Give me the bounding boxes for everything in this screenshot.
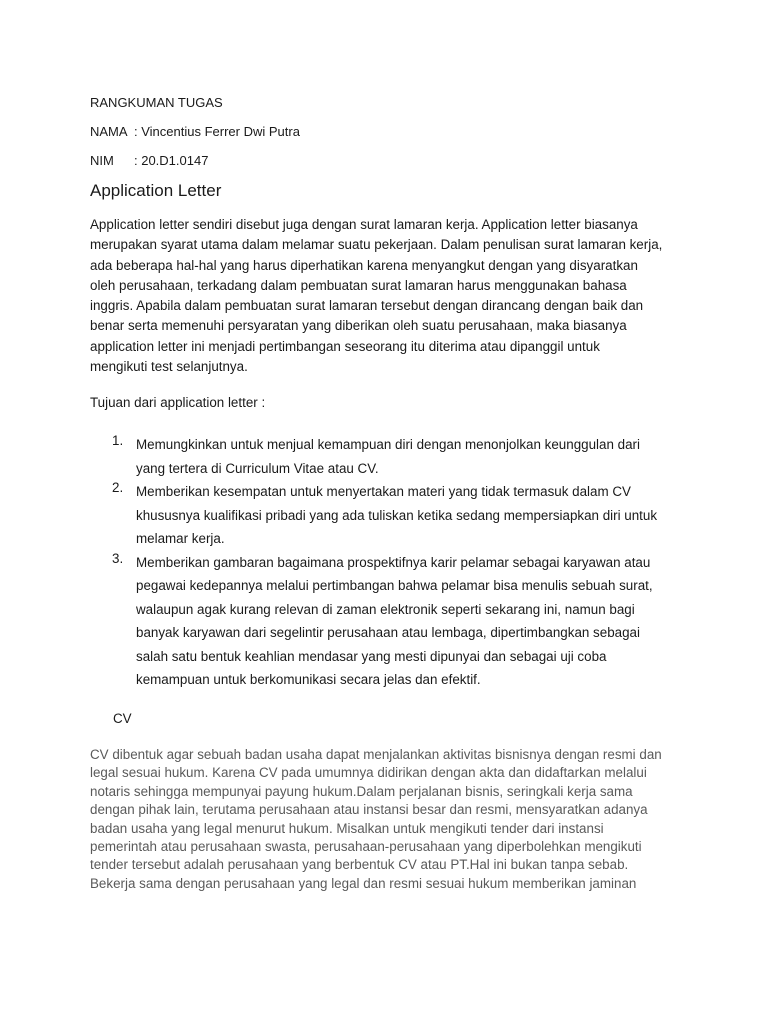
paragraph-line: merupakan syarat utama dalam melamar suatu pekerjaan. Dalam penulisan surat lamaran kerja, [90,237,663,253]
section-heading-application-letter: Application Letter [90,181,222,200]
list-item [90,480,690,551]
list-item-number: 3. [112,550,124,566]
nim-value: : 20.D1.0147 [134,153,209,168]
paragraph-line: Bekerja sama dengan perusahaan yang legal dan resmi sesuai hukum memberikan jaminan [90,875,637,891]
cv-paragraph [90,746,690,893]
tujuan-list [90,433,690,692]
list-item [90,433,690,480]
paragraph-line: mengikuti test selanjutnya. [90,359,248,375]
list-item-number: 1. [112,433,124,448]
paragraph-line: application letter ini menjadi pertimbangan seseorang itu diterima atau dipanggil untuk [90,338,600,354]
tujuan-intro [90,393,690,413]
section-heading-cv: CV [113,711,132,726]
paragraph-line: dengan pihak lain, terutama perusahaan atau instansi besar dan resmi, mensyaratkan adanya [90,802,648,818]
paragraph-line: tender tersebut adalah perusahaan yang berbentuk CV atau PT.Hal ini bukan tanpa sebab. [90,857,629,873]
list-item-line: walaupun agak kurang relevan di zaman elektronik seperti sekarang ini, namun bagi [136,601,635,617]
nim-row [90,153,208,169]
nim-label: NIM [90,153,114,168]
paragraph-line: ada beberapa hal-hal yang harus diperhatikan karena menyangkut dengan yang disyaratkan [90,257,638,273]
nama-label: NAMA [90,124,128,139]
list-item-line: kemampuan untuk berkomunikasi secara jelas dan efektif. [136,672,481,687]
list-item [90,551,690,692]
list-item-line: yang tertera di Curriculum Vitae atau CV. [136,460,379,476]
paragraph-line: notaris sehingga mempunyai payung hukum.Dalam perjalanan bisnis, seringkali kerja sama [90,783,633,799]
list-item-line: pegawai kedepannya melalui pertimbangan bahwa pelamar bisa menulis sebuah surat, [136,578,653,593]
list-item-line: salah satu bentuk keahlian mendasar yang mesti dipunyai dan sebagai uji coba [136,648,607,664]
list-item-line: khususnya kualifikasi pribadi yang ada tuliskan ketika sedang mempersiapkan diri untuk [136,507,658,523]
paragraph-line: legal sesuai hukum. Karena CV pada umumnya didirikan dengan akta dan didaftarkan melalui [90,765,647,781]
paragraph-line: Application letter sendiri disebut juga dengan surat lamaran kerja. Application letter biasanya [90,217,638,232]
list-item-line: Memberikan kesempatan untuk menyertakan materi yang tidak termasuk dalam CV [136,484,631,499]
list-item-line: Memberikan gambaran bagaimana prospektifnya karir pelamar sebagai karyawan atau [136,554,651,570]
nama-value: : Vincentius Ferrer Dwi Putra [134,124,300,139]
list-item-line: Memungkinkan untuk menjual kemampuan diri dengan menonjolkan keunggulan dari [136,437,640,452]
paragraph-line: oleh perusahaan, terkadang dalam pembuatan surat lamaran harus menggunakan bahasa [90,277,627,293]
list-item-number: 2. [112,480,124,495]
paragraph-line: CV dibentuk agar sebuah badan usaha dapat menjalankan aktivitas bisnisnya dengan resmi dan [90,747,662,762]
paragraph-line: inggris. Apabila dalam pembuatan surat lamaran tersebut dengan dirancang dengan baik dan [90,298,644,314]
paragraph-line: benar serta memenuhi persyaratan yang diberikan oleh suatu perusahaan, maka biasanya [90,318,627,334]
tujuan-intro-text: Tujuan dari application letter : [90,395,266,410]
application-letter-paragraph [90,215,690,377]
list-item-line: melamar kerja. [136,531,225,546]
paragraph-line: pemerintah atau perusahaan swasta, perusahaan-perusahaan yang diperbolehkan mengikuti [90,839,642,855]
nama-row [90,124,300,140]
list-item-line: banyak karyawan dari segelintir perusahaan atau lembaga, dipertimbangkan sebagai [136,625,640,640]
document-title: RANGKUMAN TUGAS [90,95,223,110]
paragraph-line: badan usaha yang legal menurut hukum. Misalkan untuk mengikuti tender dari instansi [90,820,604,836]
